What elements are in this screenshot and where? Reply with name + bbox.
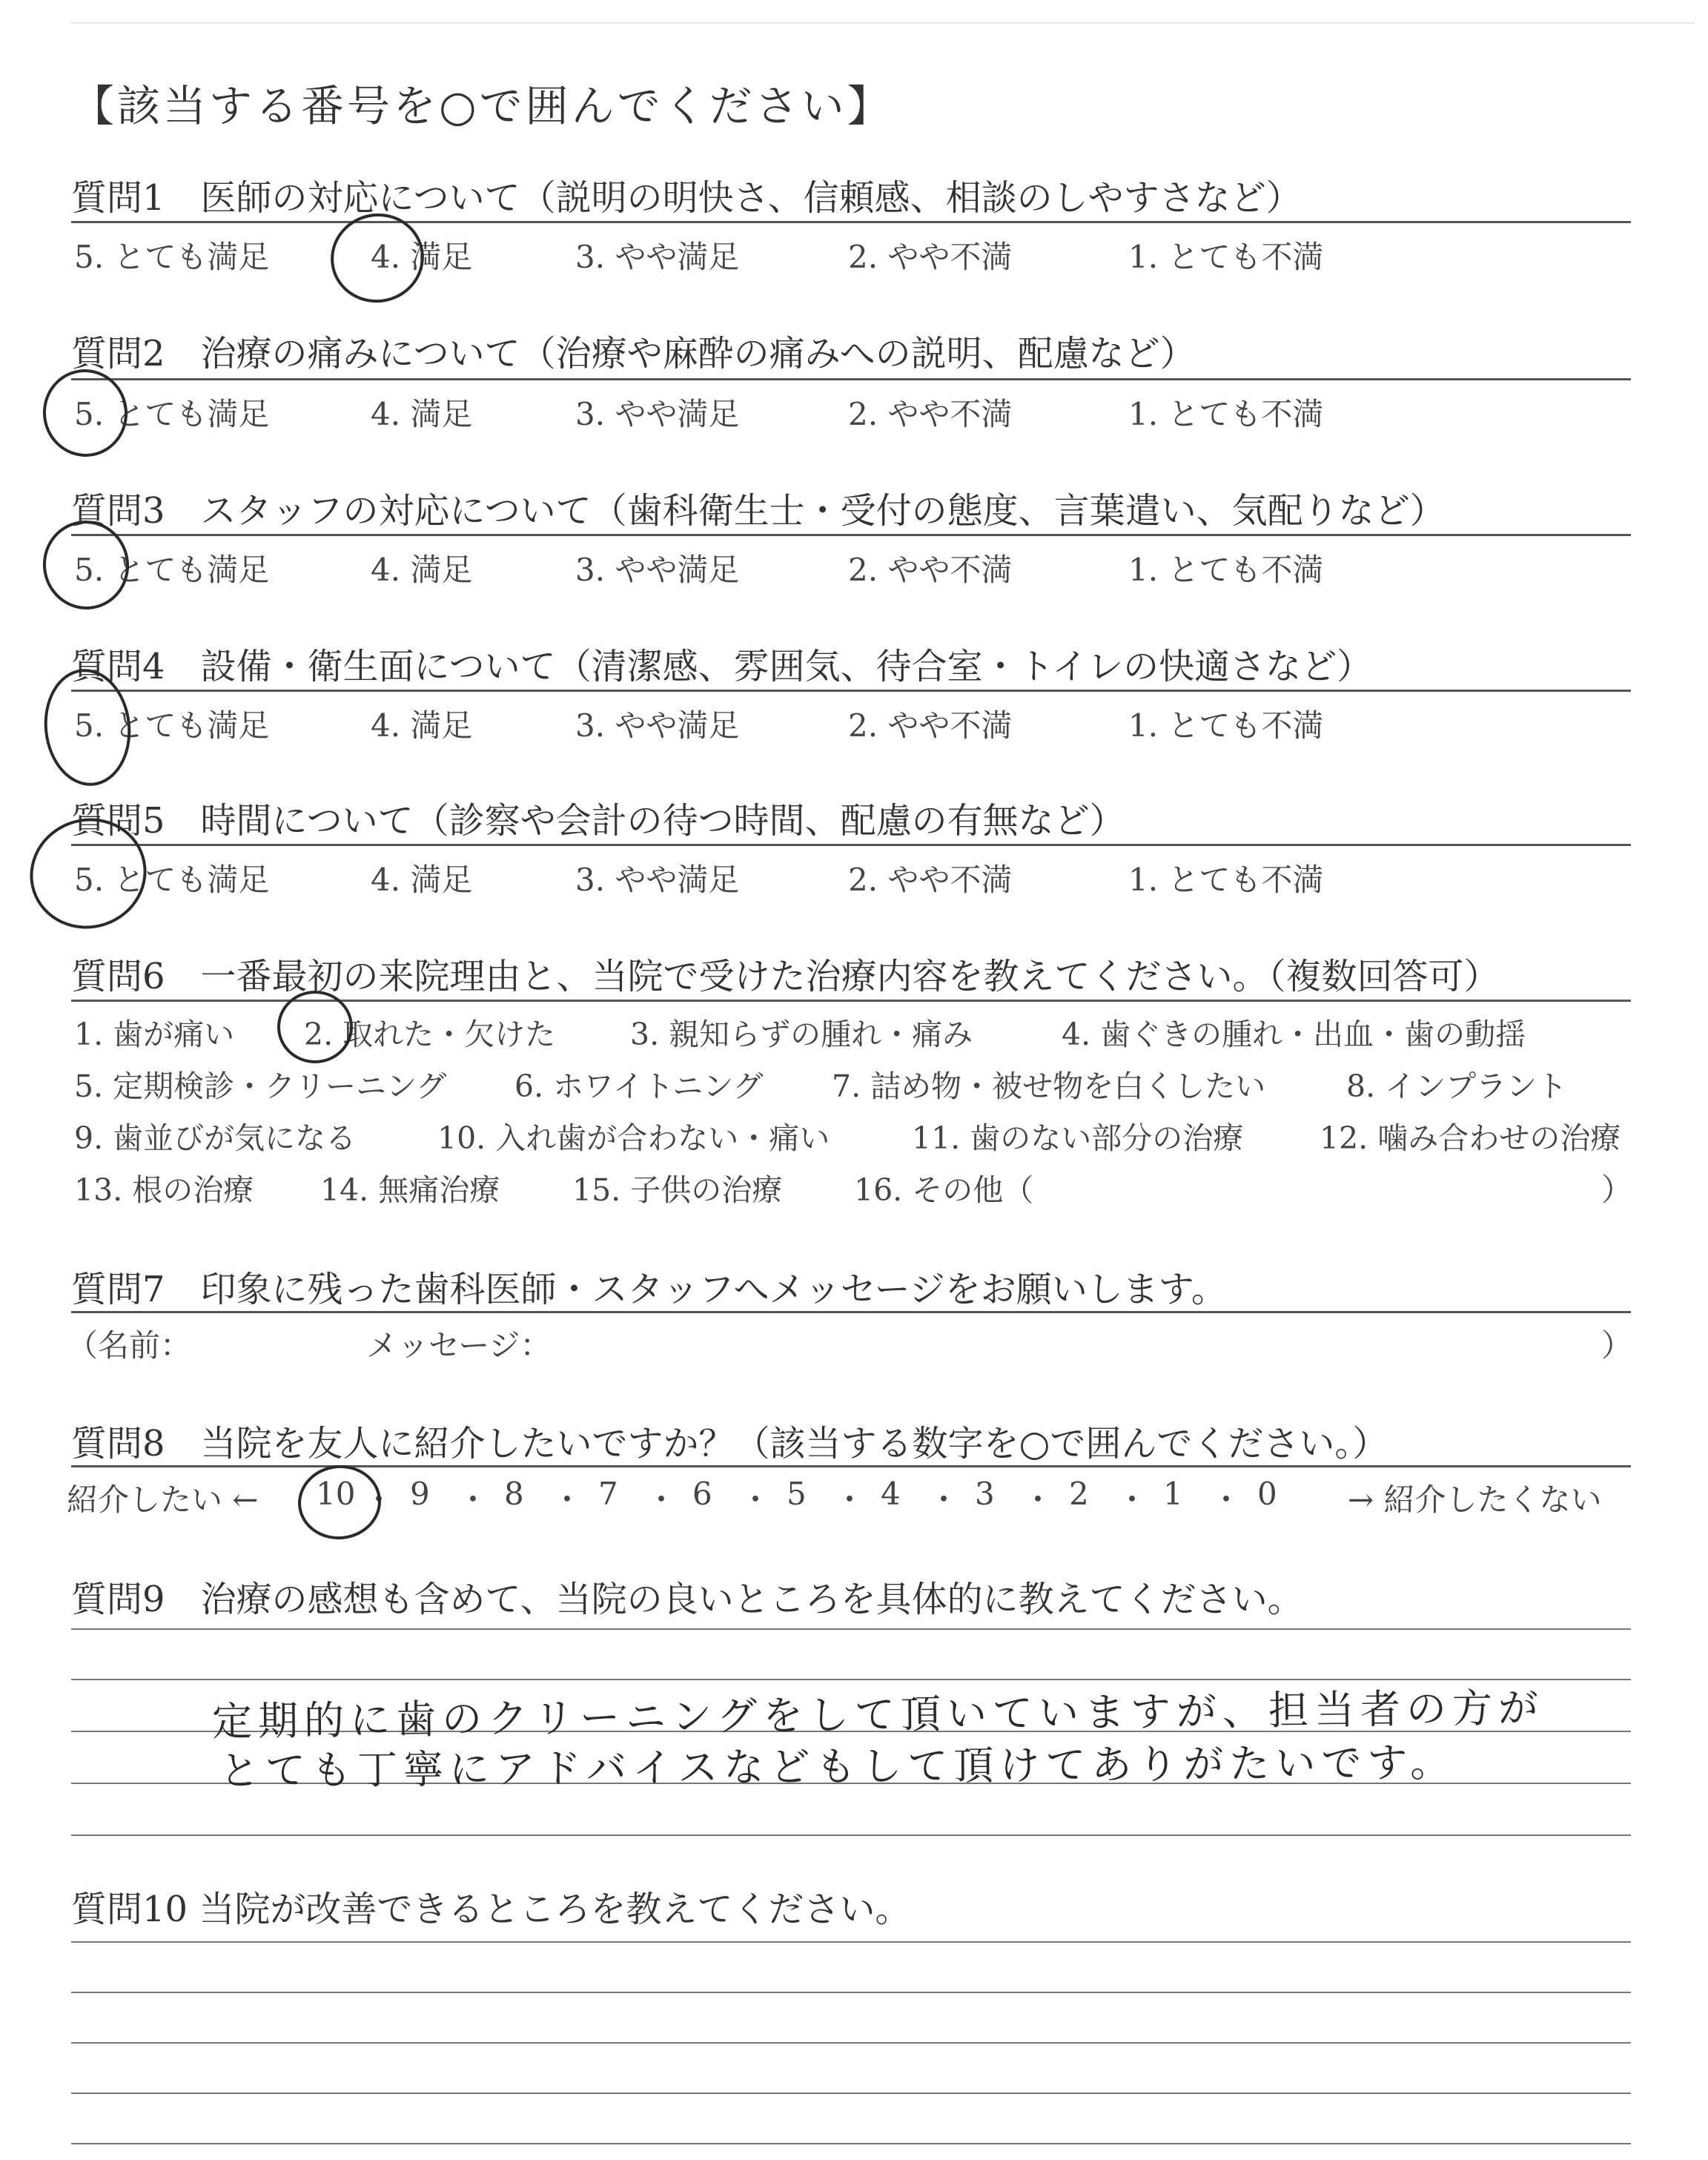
q2-option-3[interactable]: 3. やや満足	[575, 396, 740, 432]
q8-answer-circle	[294, 1461, 385, 1543]
q5-title: 質問5 時間について（診察や会計の待つ時間、配慮の有無など）	[71, 800, 1125, 842]
q5-option-4[interactable]: 4. 満足	[371, 862, 473, 898]
q4-option-1[interactable]: 1. とても不満	[1128, 707, 1324, 744]
q1-option-4[interactable]: 4. 満足	[371, 239, 473, 275]
scan-edge	[71, 22, 1695, 24]
page-heading: 【該当する番号を○で囲んでください】	[71, 81, 893, 131]
q3-option-1[interactable]: 1. とても不満	[1128, 552, 1324, 588]
q3-option-2[interactable]: 2. やや不満	[848, 552, 1013, 588]
q1-underline	[71, 221, 1631, 223]
q4-option-4[interactable]: 4. 満足	[371, 707, 473, 744]
q6-option-6[interactable]: 6. ホワイトニング	[514, 1069, 764, 1104]
q7-name-label: （名前：	[67, 1327, 192, 1364]
q6-option-13[interactable]: 13. 根の治療	[74, 1172, 254, 1208]
q8-right-label: → 紹介したくない	[1348, 1482, 1602, 1518]
q4-option-3[interactable]: 3. やや満足	[575, 707, 740, 744]
q10-rule-4	[71, 2093, 1631, 2094]
q8-scale-9[interactable]: 9	[410, 1476, 430, 1512]
q6-option-1[interactable]: 1. 歯が痛い	[74, 1017, 235, 1052]
q6-option-7[interactable]: 7. 詰め物・被せ物を白くしたい	[832, 1069, 1266, 1104]
q2-option-2[interactable]: 2. やや不満	[848, 396, 1013, 432]
q7-message-label: メッセージ：	[366, 1327, 552, 1364]
q5-underline	[71, 844, 1631, 846]
q8-scale-4[interactable]: 4	[881, 1476, 901, 1512]
q2-underline	[71, 378, 1631, 380]
q8-scale-separator: ・	[740, 1482, 772, 1518]
q8-left-label: 紹介したい ←	[67, 1482, 259, 1518]
q9-answer-line-2: とても丁寧にアドバイスなどもして頂けてありがたいです。	[219, 1739, 1457, 1794]
q1-option-3[interactable]: 3. やや満足	[575, 239, 740, 275]
q6-answer-circle	[277, 991, 353, 1063]
q6-title: 質問6 一番最初の来院理由と、当院で受けた治療内容を教えてください。（複数回答可）	[71, 956, 1500, 997]
q6-other-close-paren: ）	[1601, 1172, 1633, 1208]
q9-rule-5	[71, 1834, 1631, 1836]
q1-option-5[interactable]: 5. とても満足	[74, 239, 270, 275]
q7-close-paren: ）	[1601, 1327, 1633, 1364]
q8-scale-separator: ・	[834, 1482, 866, 1518]
q8-scale-5[interactable]: 5	[787, 1476, 807, 1512]
q6-option-14[interactable]: 14. 無痛治療	[320, 1172, 500, 1208]
q6-option-12[interactable]: 12. 噛み合わせの治療	[1320, 1120, 1621, 1156]
q8-scale-3[interactable]: 3	[975, 1476, 995, 1512]
q4-option-2[interactable]: 2. やや不満	[848, 707, 1013, 744]
q10-rule-2	[71, 1992, 1631, 1993]
q3-option-4[interactable]: 4. 満足	[371, 552, 473, 588]
q5-option-3[interactable]: 3. やや満足	[575, 862, 740, 898]
q4-underline	[71, 690, 1631, 692]
q1-option-2[interactable]: 2. やや不満	[848, 239, 1013, 275]
q6-option-4[interactable]: 4. 歯ぐきの腫れ・出血・歯の動揺	[1062, 1017, 1526, 1052]
q9-rule-1	[71, 1628, 1631, 1630]
q8-scale-separator: ・	[552, 1482, 583, 1518]
q3-option-5[interactable]: 5. とても満足	[74, 552, 270, 588]
q8-scale-separator: ・	[1116, 1482, 1148, 1518]
q4-option-5[interactable]: 5. とても満足	[74, 707, 270, 744]
q8-scale-10[interactable]: 10	[316, 1476, 356, 1512]
q8-scale-separator: ・	[363, 1482, 395, 1518]
q1-title: 質問1 医師の対応について（説明の明快さ、信頼感、相談のしやすさなど）	[71, 177, 1302, 219]
q10-rule-5	[71, 2143, 1631, 2144]
q7-underline	[71, 1311, 1631, 1313]
q4-title: 質問4 設備・衛生面について（清潔感、雰囲気、待合室・トイレの快適さなど）	[71, 646, 1373, 687]
q2-title: 質問2 治療の痛みについて（治療や麻酔の痛みへの説明、配慮など）	[71, 333, 1196, 374]
q1-option-1[interactable]: 1. とても不満	[1128, 239, 1324, 275]
q8-scale-separator: ・	[1211, 1482, 1242, 1518]
q8-scale-6[interactable]: 6	[692, 1476, 712, 1512]
q8-scale-7[interactable]: 7	[598, 1476, 618, 1512]
q6-option-16[interactable]: 16. その他（	[854, 1172, 1034, 1208]
q6-option-15[interactable]: 15. 子供の治療	[572, 1172, 783, 1208]
q6-option-5[interactable]: 5. 定期検診・クリーニング	[74, 1069, 447, 1104]
q6-option-11[interactable]: 11. 歯のない部分の治療	[912, 1120, 1244, 1156]
q7-title: 質問7 印象に残った歯科医師・スタッフへメッセージをお願いします。	[71, 1269, 1227, 1310]
q8-scale-1[interactable]: 1	[1163, 1476, 1183, 1512]
q5-option-1[interactable]: 1. とても不満	[1128, 862, 1324, 898]
q10-rule-1	[71, 1941, 1631, 1943]
q8-scale-separator: ・	[646, 1482, 678, 1518]
q6-option-8[interactable]: 8. インプラント	[1346, 1069, 1568, 1104]
q8-scale-2[interactable]: 2	[1069, 1476, 1089, 1512]
q3-title: 質問3 スタッフの対応について（歯科衛生士・受付の態度、言葉遣い、気配りなど）	[71, 490, 1446, 532]
q8-scale-separator: ・	[1022, 1482, 1054, 1518]
q2-option-5[interactable]: 5. とても満足	[74, 396, 270, 432]
q6-option-3[interactable]: 3. 親知らずの腫れ・痛み	[630, 1017, 973, 1052]
q3-option-3[interactable]: 3. やや満足	[575, 552, 740, 588]
q5-option-5[interactable]: 5. とても満足	[74, 862, 270, 898]
q8-underline	[71, 1465, 1631, 1467]
q9-title: 質問9 治療の感想も含めて、当院の良いところを具体的に教えてください。	[71, 1579, 1303, 1620]
q6-option-9[interactable]: 9. 歯並びが気になる	[74, 1120, 357, 1156]
q8-title: 質問8 当院を友人に紹介したいですか？（該当する数字を○で囲んでください。）	[71, 1423, 1388, 1464]
q10-rule-3	[71, 2042, 1631, 2044]
q8-scale-separator: ・	[928, 1482, 960, 1518]
q8-scale-separator: ・	[457, 1482, 489, 1518]
q6-option-2[interactable]: 2. 取れた・欠けた	[304, 1017, 556, 1052]
q10-title: 質問10 当院が改善できるところを教えてください。	[71, 1889, 911, 1930]
q8-scale-0[interactable]: 0	[1257, 1476, 1277, 1512]
q3-underline	[71, 534, 1631, 536]
q5-option-2[interactable]: 2. やや不満	[848, 862, 1013, 898]
q9-answer-line-1: 定期的に歯のクリーニングをして頂いていますが、担当者の方が	[211, 1684, 1545, 1745]
q8-scale-8[interactable]: 8	[504, 1476, 524, 1512]
q2-option-1[interactable]: 1. とても不満	[1128, 396, 1324, 432]
q6-option-10[interactable]: 10. 入れ歯が合わない・痛い	[437, 1120, 830, 1156]
q2-option-4[interactable]: 4. 満足	[371, 396, 473, 432]
